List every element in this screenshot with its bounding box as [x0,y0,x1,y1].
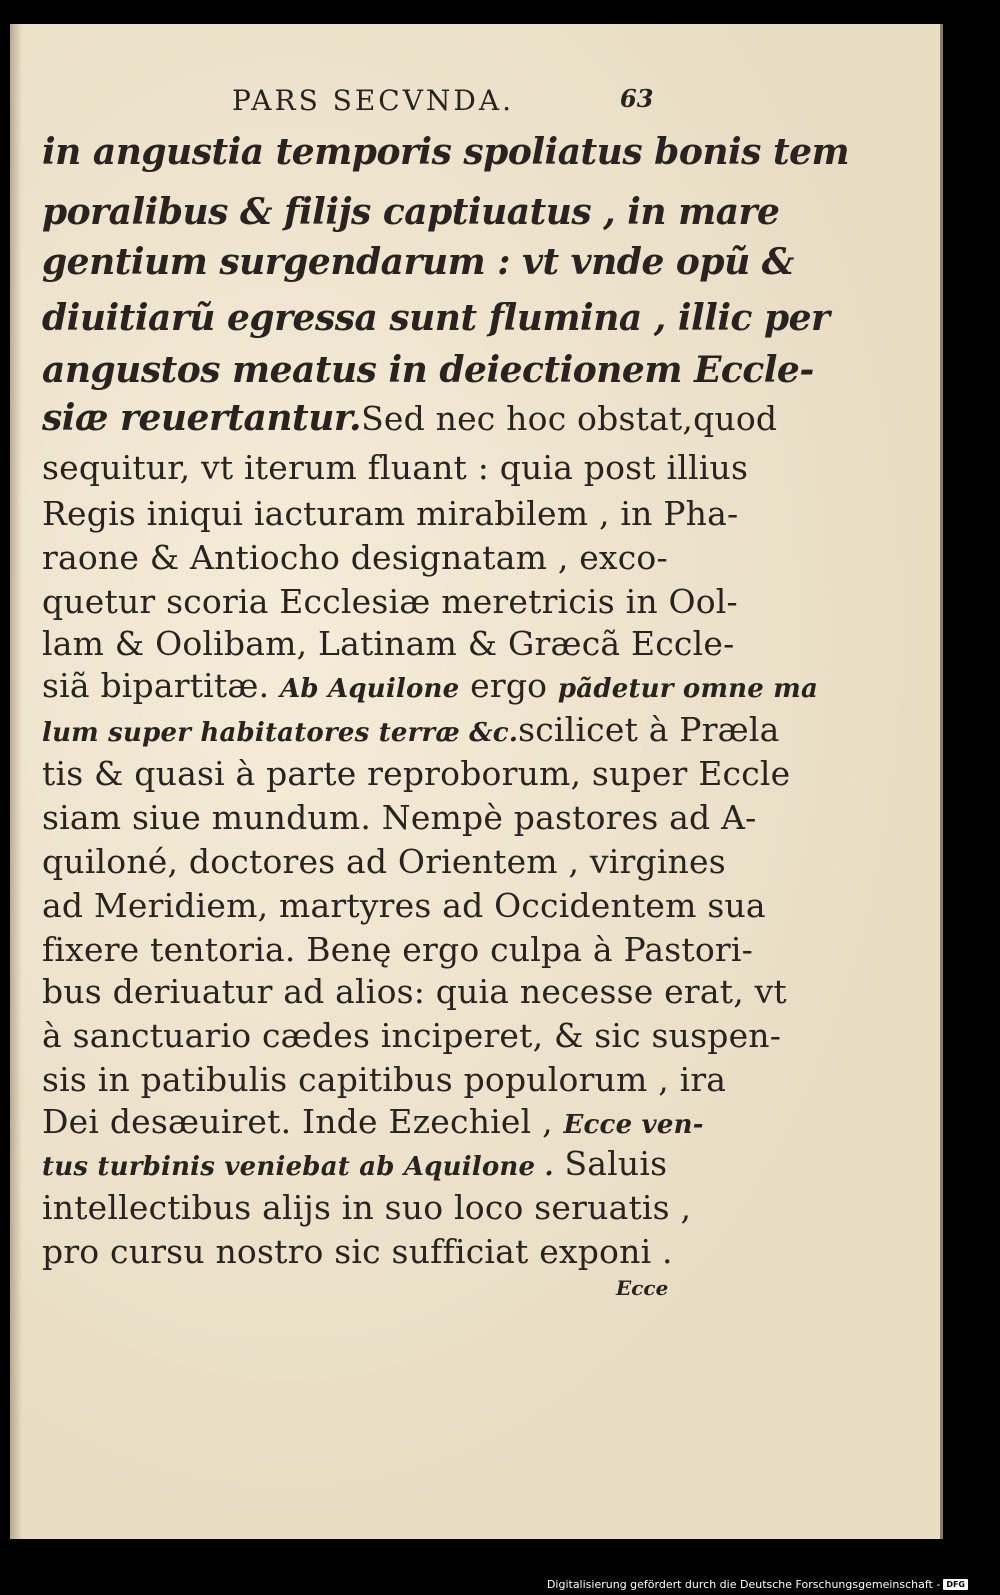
text-line-mixed [42,1142,682,1189]
text-line: ad Meridiem, martyres ad Occidentem sua [42,886,766,925]
roman-segment: Dei desæuiret. Inde Ezechiel , [42,1102,553,1141]
roman-segment: ergo [470,666,548,705]
roman-segment: siã bipartitæ. [42,666,270,705]
running-head: PARS SECVNDA. [232,84,514,117]
roman-segment: Sed nec hoc obstat,quod [361,399,778,438]
italic-segment: pãdetur omne ma [557,674,819,704]
text-line-mixed [42,708,780,755]
text-line: raone & Antiocho designatam , exco- [42,538,668,577]
text-line: intellectibus alijs in suo loco seruatis , [42,1188,692,1227]
text-line: lam & Oolibam, Latinam & Græcã Eccle- [42,624,735,663]
text-line: angustos meatus in deiectionem Eccle- [42,349,814,391]
gutter-shadow [10,24,22,1539]
italic-segment: siæ reuertantur. [42,397,362,439]
credit-text: Digitalisierung gefördert durch die Deutsche Forschungsgemeinschaft - [546,1578,941,1591]
text-line: quetur scoria Ecclesiæ meretricis in Ool- [42,582,738,621]
text-line-mixed [42,664,819,711]
page-number: 63 [620,84,654,113]
roman-segment: scilicet à Præla [518,710,780,749]
text-line: pro cursu nostro sic sufficiat exponi . [42,1232,673,1271]
text-line: bus deriuatur ad alios: quia necesse erat, vt [42,972,787,1011]
text-line: gentium surgendarum : vt vnde opũ & [42,241,794,283]
text-line: à sanctuario cædes inciperet, & sic suspen- [42,1016,782,1055]
text-line-mixed [42,1100,704,1147]
italic-segment: lum super habitatores terræ &c. [42,718,519,748]
text-line: tis & quasi à parte reproborum, super Eccle [42,754,791,793]
text-line: siam siue mundum. Nempè pastores ad A- [42,798,757,837]
italic-segment: tus turbinis veniebat ab Aquilone . [42,1152,554,1182]
roman-segment: Saluis [564,1144,668,1183]
digitization-credit [547,1578,968,1591]
text-line: sis in patibulis capitibus populorum , ira [42,1060,727,1099]
text-line: in angustia temporis spoliatus bonis tem [42,131,850,173]
dfg-logo-icon: DFG [943,1579,968,1590]
italic-segment: Ecce ven- [563,1110,704,1140]
text-line: diuitiarũ egressa sunt flumina , illic per [42,297,830,339]
catchword: Ecce [616,1276,669,1300]
text-line: Regis iniqui iacturam mirabilem , in Pha- [42,494,739,533]
text-line-mixed [42,396,778,441]
text-line: sequitur, vt iterum fluant : quia post illius [42,448,749,487]
text-line: quiloné, doctores ad Orientem , virgines [42,842,726,881]
italic-segment: Ab Aquilone [280,674,460,704]
text-line: poralibus & filijs captiuatus , in mare [42,191,780,233]
text-line: fixere tentoria. Benę ergo culpa à Pastori- [42,930,753,969]
